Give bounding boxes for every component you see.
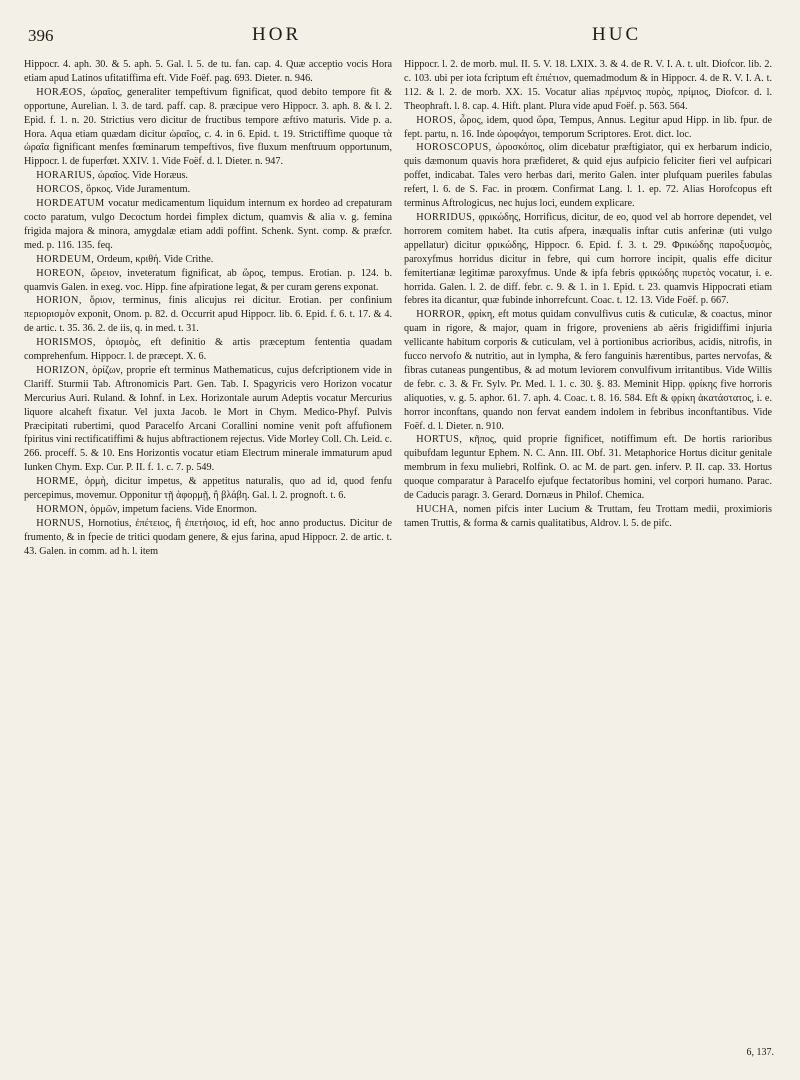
entry-headword: HORME,: [36, 476, 79, 488]
entry-headword: HOREON,: [36, 267, 85, 279]
dictionary-entry: [404, 308, 772, 433]
entry-headword: HORION,: [36, 295, 82, 307]
dictionary-entry: [24, 503, 392, 517]
entry-headword: HORTUS,: [416, 434, 463, 446]
entry-text: Hippocr. l. 2. de morb. mul. II. 5. V. 18. LXIX. 3. & 4. de R. V. I. A. t. ult. Diofcor. lib. 2. c. 103. ubi per iota fcriptum eft ἐπιέτιον, quemadmodum & in Hippocr. 4. de R. V. I. A. t. 112. & l. 2. de morb. XX. 15. Vocatur alias πρέμνιος πυρὸς, πρίμιος, Diofcor. d. l. Theophraft. l. 8. cap. 4. Hift. plant. Plura vide apud Foëf. p. 563. 564.: [404, 59, 772, 112]
dictionary-entry: [404, 503, 772, 531]
dictionary-entry: [404, 433, 772, 503]
entry-text: ὥρειον, inveteratum fignificat, ab ὥρος, tempus. Erotian. p. 124. b. quamvis Galen. in exeg. voc. Hipp. fine afpiratione legat, & per curam gerens exponat.: [24, 267, 392, 293]
entry-text: Hornotius, ἐπέτειος, ἢ ἐπετήσιος, id eft, hoc anno productus. Dicitur de frumento, & in fpecie de tritici quodam genere, & ejus farina, apud Hippocr. 2. de artic. t. 43. Galen. in comm. ad h. l. item: [24, 517, 392, 557]
entry-headword: HORÆOS,: [36, 86, 86, 98]
entry-text: ὁρμὴ, dicitur impetus, & appetitus naturalis, quo ad id, quod fenfu percepimus, movemur. Opponitur τῇ ἀφορμῇ, ἢ βλάβη. Gal. l. 2. prognoft. t. 6.: [24, 476, 393, 502]
entry-text: nomen pifcis inter Lucium & Truttam, feu Trottam medii, proximioris tamen Truttis, & forma & carnis qualitatibus, Aldrov. l. 5. de pifc.: [404, 504, 773, 529]
entry-headword: HORROR,: [416, 309, 465, 321]
dictionary-entry: [24, 253, 392, 267]
left-column: [24, 58, 392, 559]
entry-headword: HORNUS,: [36, 517, 85, 529]
entry-text: ὁρμῶν, impetum faciens. Vide Enormon.: [90, 504, 257, 515]
page-number: 396: [28, 26, 54, 45]
dictionary-entry: [24, 267, 392, 295]
entry-text: ὅρκος. Vide Juramentum.: [86, 184, 191, 196]
running-head-left: HOR: [252, 24, 302, 45]
entry-headword: HORISMOS,: [36, 337, 96, 349]
entry-headword: HORDEUM,: [36, 253, 95, 265]
entry-headword: HORARIUS,: [36, 170, 96, 182]
dictionary-entry: [24, 183, 392, 197]
entry-text: ὧρος, idem, quod ὥρα, Tempus, Annus. Legitur apud Hipp. in lib. fpur. de fept. partu, n. 16. Inde ὡροφάγοι, temporum Scriptores. Erot. dict. loc.: [404, 114, 773, 140]
entry-text: ὁρίζων, proprie eft terminus Mathematicus, cujus defcriptionem vide in Clariff. Sturmii Tab. Aftronomicis Part. Gen. Tab. I. Spagyricis vero Horizon vocatur Mercurius Auri. Ruland. & Iohnf. in Lex. Horizontale aurum Adeptis vocatur Mercurius liquore alcaheft fixatur. Vel juxta Jacob. le Mort in Chym. Medico-Phyf. Pulvis Præcipitati rubertimi, quod Paracelfo Arcani Corallini nomine venit poft affufionem fpiritus vini rectificatiffimi & hujus abftractionem rejectus. Vide Morley Coll. Ch. Leid. c. 266. proceff. 5. & 10. Ens Horizontis vocatur etiam Electrum minerale immaturum apud Iunken Chym. Exp. Cur. P. II. f. 1. c. 7. p. 549.: [24, 364, 393, 474]
right-column: [404, 58, 772, 531]
dictionary-entry: [404, 141, 772, 211]
entry-text: κῆπος, quid proprie fignificet, notiffimum eft. De hortis rarioribus quibufdam leguntur Ephem. N. C. Ann. III. Obf. 31. Metaphorice Hortus dicitur genitale membrum in fexu muliebri, Rolfink. O. ac M. de part. gen. inferv. P. II. cap. 33. Hortus quoque comparatur à Paracelfo ejufque fectatoribus homini, vel corpori humano. Parac. de Caducis paragr. 3. Gerard. Dornæus in Philof. Chemica.: [404, 434, 773, 502]
dictionary-entry: [404, 211, 772, 308]
catchword: 6, 137.: [746, 1047, 774, 1058]
entry-headword: HORCOS,: [36, 184, 84, 196]
entry-text: Ordeum, κριθή. Vide Crithe.: [96, 253, 214, 265]
entry-headword: HUCHA,: [416, 504, 459, 515]
dictionary-entry: [24, 197, 392, 253]
entry-headword: HOROSCOPUS,: [416, 142, 492, 154]
running-head-right: HUC: [592, 24, 642, 45]
entry-headword: HORDEATUM: [36, 198, 105, 210]
dictionary-entry: [24, 336, 392, 364]
dictionary-entry: [24, 517, 392, 559]
dictionary-entry: [24, 364, 392, 475]
entry-headword: HOROS,: [416, 114, 457, 126]
entry-text: φρικώδης, Horrificus, dicitur, de eo, quod vel ab horrore dependet, vel horrorem comitem habet. Ita cutis afpera, inæqualis inftar cutis anferinæ (uti vulgo appellatur) dicitur φρικώδης, Hippocr. 6. Epid. f. 3. t. 29. Φρικώδης παροξυσμὸς, paroxyfmus horridus dicitur in febre, qui cum horrore incipit, qualis effe dicitur femitertianæ legitimæ paroxyfmus. Unde & ipfa febris φρικώδης πυρετὸς vocatur, i. e. horrida. Galen. l. 2. de diff. febr. c. 9. & 1. in 1. Epid. t. 23. quamvis Hippocrati etiam febres ita dicantur, quæ fubinde inhorrefcunt. Coac. t. 12. 13. Vide Foëf. p. 667.: [404, 211, 772, 307]
dictionary-entry: [24, 169, 392, 183]
entry-headword: HORRIDUS,: [416, 211, 476, 223]
entry-text: ὡροσκόπος, olim dicebatur præftigiator, qui ex herbarum indicio, quis dæmonum quavis hora præfideret, & quid ejus aufpicio feliciter fieri vel aufpicari poffet, indicabat. Tales vero herbas dari, merito Galen. inter plufquam pueriles fabulas refert, l. 6. de S. Fac. in proœm. Confirmat Lang. l. 1. ep. 72. Alias Horofcopus eft terminus Aftrologicus, nec hujus loci, eundem explicare.: [404, 142, 772, 210]
entry-text: vocatur medicamentum liquidum internum ex hordeo ad crepaturam cocto paratum, vulgo Decoctum hordei fimplex dictum, quamvis & alia v. g. femina frigida majora & minora, amygdalæ etiam addi poffint. Schenk. Synt. comp. & præfcr. med. p. 116. 135. feq.: [24, 198, 392, 251]
dictionary-entry: [404, 114, 772, 142]
dictionary-entry: [24, 86, 392, 169]
entry-text: Hippocr. 4. aph. 30. & 5. aph. 5. Gal. l. 5. de tu. fan. cap. 4. Quæ acceptio vocis Hora etiam apud Latinos ufitatiffima eft. Vide Foëf. pag. 693. Dieter. n. 946.: [24, 59, 392, 84]
entry-text: φρίκη, eft motus quidam convulfivus cutis & cuticulæ, & coactus, minor quam in rigore, & major, quam in frigore, proveniens ab aëris frigidiffimi injuria vellicante habitum corporis & cuticulam, vel à portionibus acrioribus, acidis, nitrofis, in fucco nervofo & nutritio, aut in lympha, & fero fanguinis hærentibus, partes nervofas, & fibras cutaneas pungentibus, & ad motum leviorem convulfivum irritantibus. Vide Willis de febr. c. 3. & Fr. Sylv. Pr. Med. l. 1. c. 30. §. 83. Meminit Hipp. φρίκης five horroris aliquoties, v. g. 5. aphor. 61. 7. aph. 4. Coac. t. 8. 16. 584. Eft & φρίκη ἀκατάστατος, i. e. horror inconftans, quando non fervat eandem indolem in febribus inconftantibus. Vide Foëf. d. l. Dieter. n. 910.: [404, 309, 773, 432]
dictionary-entry: [24, 58, 392, 86]
entry-text: ὁρισμὸς, eft definitio & artis præceptum fententia quadam comprehenfum. Hippocr. l. de præcept. X. 6.: [24, 337, 392, 363]
dictionary-entry: [24, 294, 392, 336]
dictionary-entry: [404, 58, 772, 114]
entry-text: ὡραῖος, generaliter tempeftivum fignificat, quod debito tempore fit & opportune, Aurelian. l. 3. de tard. paff. cap. 8. præcipue vero Hippocr. 3. aph. 8. & l. 2. Epid. f. 1. n. 20. Strictius vero dicitur de fructibus tempore æftivo maturis. Vide p. a. Hora. Aqua etiam quædam dicitur ὡραῖος, c. 4. in 6. Epid. t. 19. Strictiffime quoque τὰ ὡραῖα fignificant menfes fœminarum tempeftivos, five fluxum menftruum opportunum, Hippocr. l. de fuperfœt. XXIV. 1. Vide Foëf. d. l. Dieter. n. 947.: [24, 86, 392, 168]
entry-text: ὡραῖος. Vide Horæus.: [97, 170, 188, 182]
dictionary-entry: [24, 475, 392, 503]
page-header: [24, 14, 776, 54]
entry-headword: HORIZON,: [36, 364, 89, 376]
entry-text: ὅριον, terminus, finis alicujus rei dicitur. Erotian. per confinium περιορισμὸν exponit, Onom. p. 82. d. Occurrit apud Hippocr. lib. 6. Epid. f. 6. t. 17. & 4. de artic. t. 35. 36. 2. de iis, q. in med. t. 31.: [24, 295, 393, 335]
entry-headword: HORMON,: [36, 504, 88, 515]
